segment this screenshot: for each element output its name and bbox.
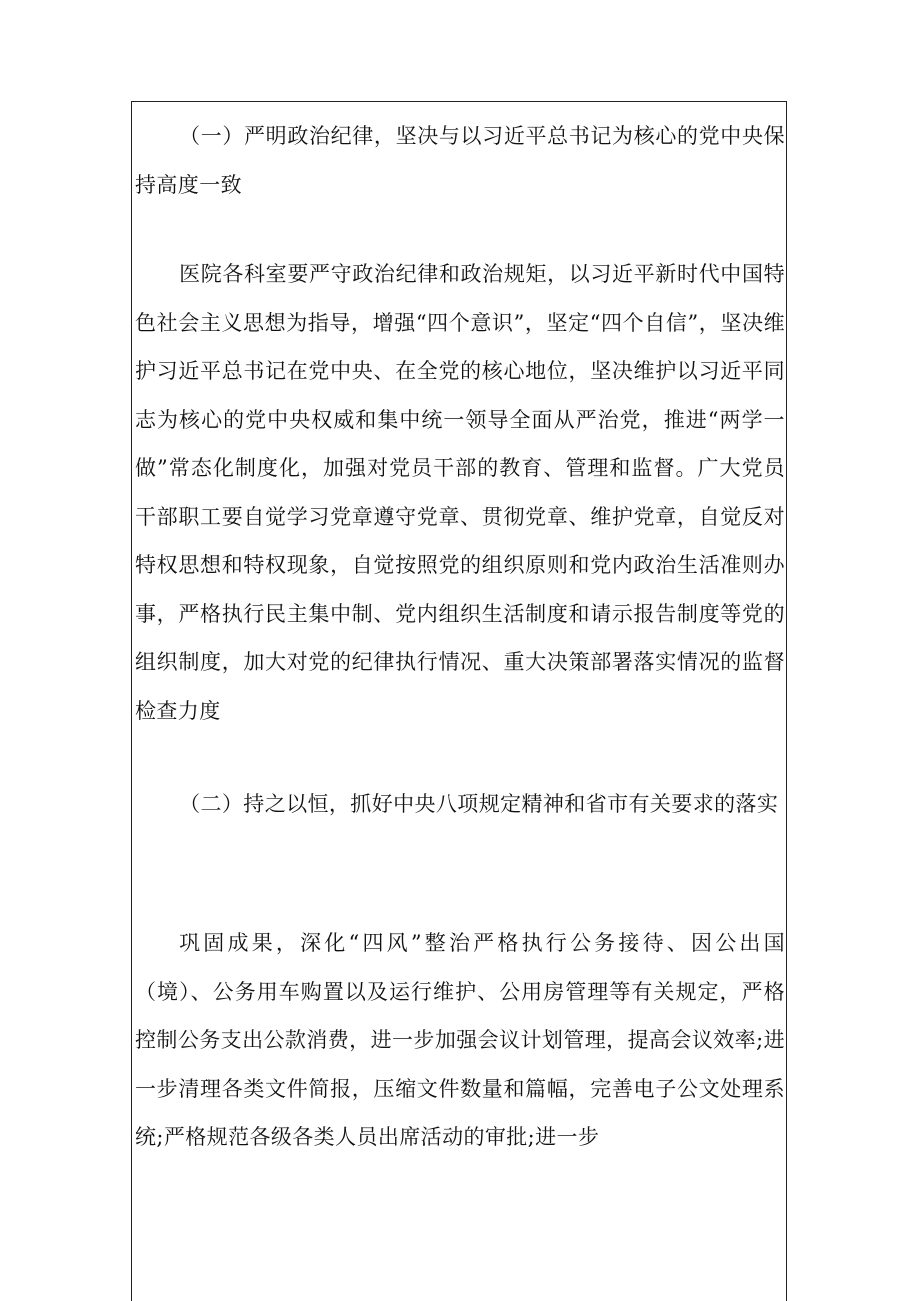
- section-body-1: 医院各科室要严守政治纪律和政治规矩，以习近平新时代中国特色社会主义思想为指导，增强“四个意识”，坚定“四个自信”，坚决维护习近平总书记在党中央、在全党的核心地位，坚决维护以习近平同志为核心的党中央权威和集中统一领导全面从严治党，推进“两学一做”常态化制度化，加强对党员干部的教育、管理和监督。广大党员干部职工要自觉学习党章遵守党章、贯彻党章、维护党章，自觉反对特权思想和特权现象，自觉按照党的组织原则和党内政治生活准则办事，严格执行民主集中制、党内组织生活制度和请示报告制度等党的组织制度，加大对党的纪律执行情况、重大决策部署落实情况的监督检查力度: [135, 262, 785, 723]
- section-body-2: 巩固成果，深化“四风”整治严格执行公务接待、因公出国（境）、公务用车购置以及运行维护、公用房管理等有关规定，严格控制公务支出公款消费，进一步加强会议计划管理，提高会议效率;进一步清理各类文件简报，压缩文件数量和篇幅，完善电子公文处理系统;严格规范各级各类人员出席活动的审批;进一步: [135, 931, 785, 1149]
- section-heading-2: （二）持之以恒，抓好中央八项规定精神和省市有关要求的落实: [179, 792, 779, 816]
- section-heading-1: （一）严明政治纪律，坚决与以习近平总书记为核心的党中央保持高度一致: [135, 124, 785, 197]
